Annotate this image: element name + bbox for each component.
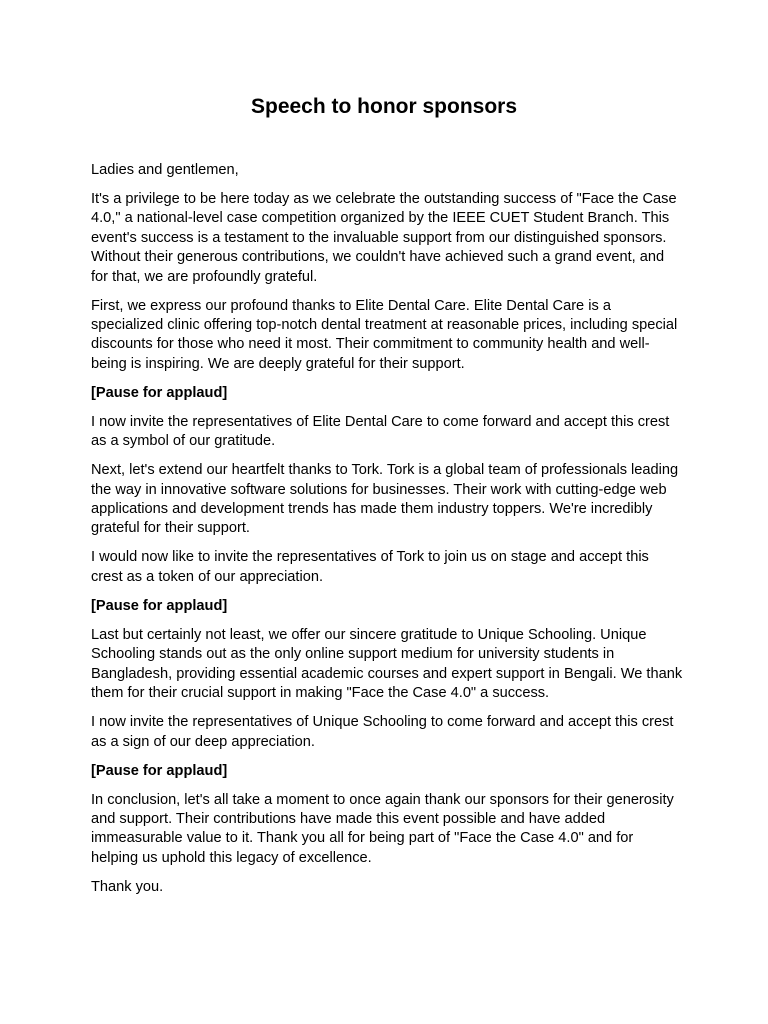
- paragraph-greeting: Ladies and gentlemen,: [91, 162, 239, 178]
- paragraph-unique-schooling-invite: I now invite the representatives of Unique Schooling to come forward and accept this crest as a sign of our deep appreciation.: [91, 714, 674, 750]
- pause-cue: [Pause for applaud]: [91, 597, 228, 614]
- paragraph-elite-dental-care-invite: I now invite the representatives of Elite Dental Care to come forward and accept this crest as a symbol of our gratitude.: [91, 413, 670, 450]
- document-body: [91, 161, 683, 907]
- document-title: Speech to honor sponsors: [250, 95, 518, 118]
- paragraph-tork: Next, let's extend our heartfelt thanks to Tork. Tork is a global team of professionals leading the way in innovative software solutions for businesses. Their work with cutting-edge web applications and development trends has made them industry toppers. We're incredibly grateful for their support.: [91, 462, 679, 537]
- pause-cue: [Pause for applaud]: [91, 384, 228, 401]
- paragraph-elite-dental-care: First, we express our profound thanks to Elite Dental Care. Elite Dental Care is a specialized clinic offering top-notch dental treatment at reasonable prices, including special discounts for those who need it most. Their commitment to community health and well-being is inspiring. We are deeply grateful for their support.: [91, 297, 678, 372]
- paragraph-intro: It's a privilege to be here today as we celebrate the outstanding success of "Face the Case 4.0," a national-level case competition organized by the IEEE CUET Student Branch. This event's success is a testament to the invaluable support from our distinguished sponsors. Without their generous contributions, we couldn't have achieved such a grand event, and for that, we are profoundly grateful.: [91, 191, 677, 285]
- paragraph-thank-you: Thank you.: [91, 878, 164, 895]
- paragraph-unique-schooling: Last but certainly not least, we offer our sincere gratitude to Unique Schooling. Unique Schooling stands out as the only online support medium for university students in Bangladesh, providing essential academic courses and expert support in Bengali. We thank them for their crucial support in making "Face the Case 4.0" a success.: [91, 626, 683, 702]
- pause-cue: [Pause for applaud]: [91, 762, 228, 779]
- paragraph-tork-invite: I would now like to invite the representatives of Tork to join us on stage and accept this crest as a token of our appreciation.: [91, 549, 649, 585]
- paragraph-conclusion: In conclusion, let's all take a moment to once again thank our sponsors for their generosity and support. Their contributions have made this event possible and have added immeasurable value to it. Thank you all for being part of "Face the Case 4.0" and for helping us uphold this legacy of excellence.: [91, 791, 674, 866]
